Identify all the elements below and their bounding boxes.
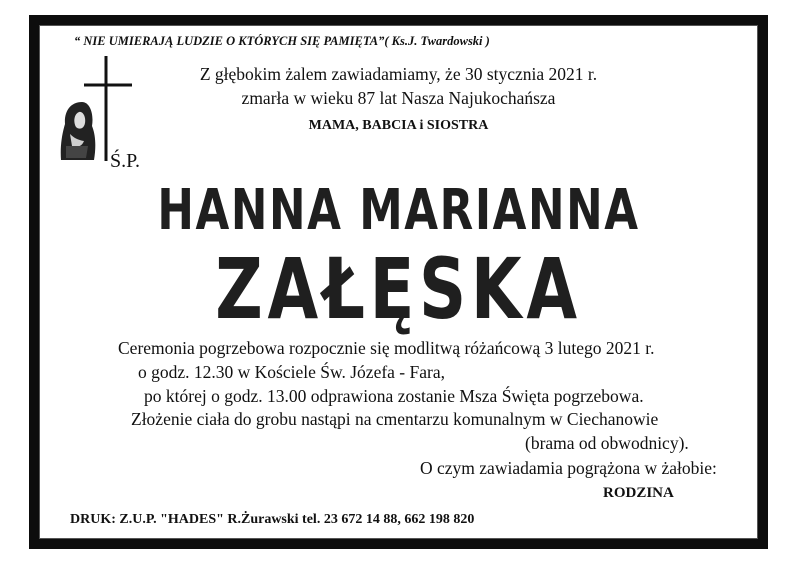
ceremony-line-5: (brama od obwodnicy). — [525, 433, 689, 453]
deceased-first-names: HANNA MARIANNA — [157, 178, 640, 243]
announcement-line-2: zmarła w wieku 87 lat Nasza Najukochańsza — [241, 88, 556, 108]
notice-text: O czym zawiadamia pogrążona w żałobie: — [420, 458, 717, 478]
sp-label: Ś.P. — [110, 150, 141, 172]
relations-label: MAMA, BABCIA i SIOSTRA — [308, 118, 489, 133]
ceremony-line-3: po której o godz. 13.00 odprawiona zostanie Msza Święta pogrzebowa. — [144, 386, 644, 406]
announcement-line-1: Z głębokim żalem zawiadamiamy, że 30 stycznia 2021 r. — [199, 64, 598, 84]
ceremony-line-4: Złożenie ciała do grobu nastąpi na cmentarzu komunalnym w Ciechanowie — [131, 409, 659, 429]
obituary-card — [39, 25, 758, 539]
mourning-border-frame — [29, 15, 768, 549]
printer-footer: DRUK: Z.U.P. "HADES" R.Żurawski tel. 23 672 14 88, 662 198 820 — [70, 512, 475, 527]
deceased-surname: ZAŁĘSKA — [215, 240, 582, 338]
ceremony-line-1: Ceremonia pogrzebowa rozpocznie się modlitwą różańcową 3 lutego 2021 r. — [118, 338, 655, 358]
ceremony-line-2: o godz. 12.30 w Kościele Św. Józefa - Fara, — [138, 362, 445, 382]
family-signature: RODZINA — [603, 485, 674, 501]
motto-quote: “ NIE UMIERAJĄ LUDZIE O KTÓRYCH SIĘ PAMIĘTA”( Ks.J. Twardowski ) — [74, 34, 490, 48]
